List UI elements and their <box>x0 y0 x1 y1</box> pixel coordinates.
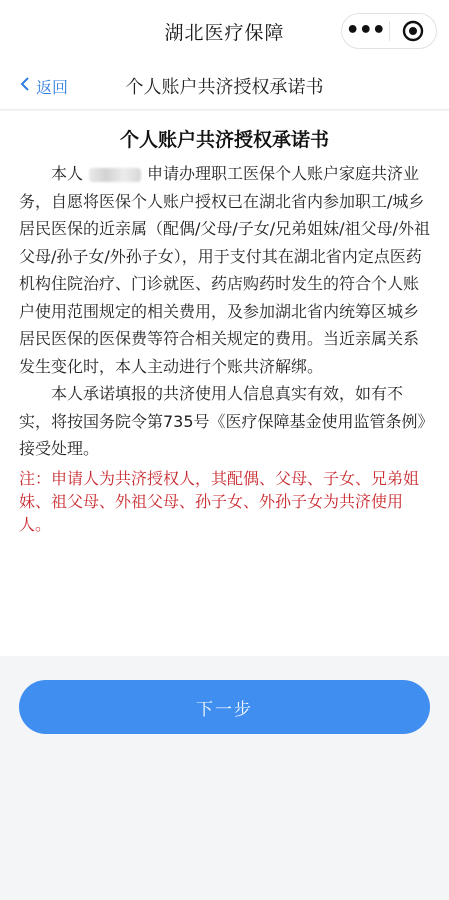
mini-program-capsule <box>341 13 437 49</box>
document-heading: 个人账户共济授权承诺书 <box>119 129 329 151</box>
para1-prefix: 本人 <box>51 164 84 183</box>
next-step-button[interactable]: 下一步 <box>19 680 430 734</box>
app-title: 湖北医疗保障 <box>164 21 285 44</box>
note-text: 注：申请人为共济授权人，其配偶、父母、子女、兄弟姐妹、祖父母、外祖父母、孙子女、外孙子女为共济使用人。 <box>19 468 420 534</box>
back-label: 返回 <box>36 77 69 97</box>
target-close-icon[interactable] <box>389 14 436 48</box>
nav-bar <box>0 62 449 110</box>
app-bar <box>0 0 449 62</box>
redacted-name <box>89 168 141 182</box>
paragraph-authorization <box>19 160 430 380</box>
para1-body: 申请办理职工医保个人账户家庭共济业务，自愿将医保个人账户授权已在湖北省内参加职工/城乡居民医保的近亲属（配偶/父母/子女/兄弟姐妹/祖父母/外祖父母/孙子女/外孙子女），用于支付其在湖北省内定点医药机构住院治疗、门诊就医、药店购药时发生的符合个人账户使用范围规定的相关费用，及参加湖北省内统筹区城乡居民医保的医保费等符合相关规定的费用。当近亲属关系发生变化时，本人主动进行个账共济解绑。 <box>19 164 430 376</box>
more-dots-icon[interactable]: ••• <box>345 18 385 43</box>
paragraph-commitment: 本人承诺填报的共济使用人信息真实有效，如有不实，将按国务院令第735号《医疗保障基金使用监管条例》接受处理。 <box>19 384 426 458</box>
document-content <box>0 111 449 656</box>
nav-title: 个人账户共济授权承诺书 <box>125 77 324 98</box>
